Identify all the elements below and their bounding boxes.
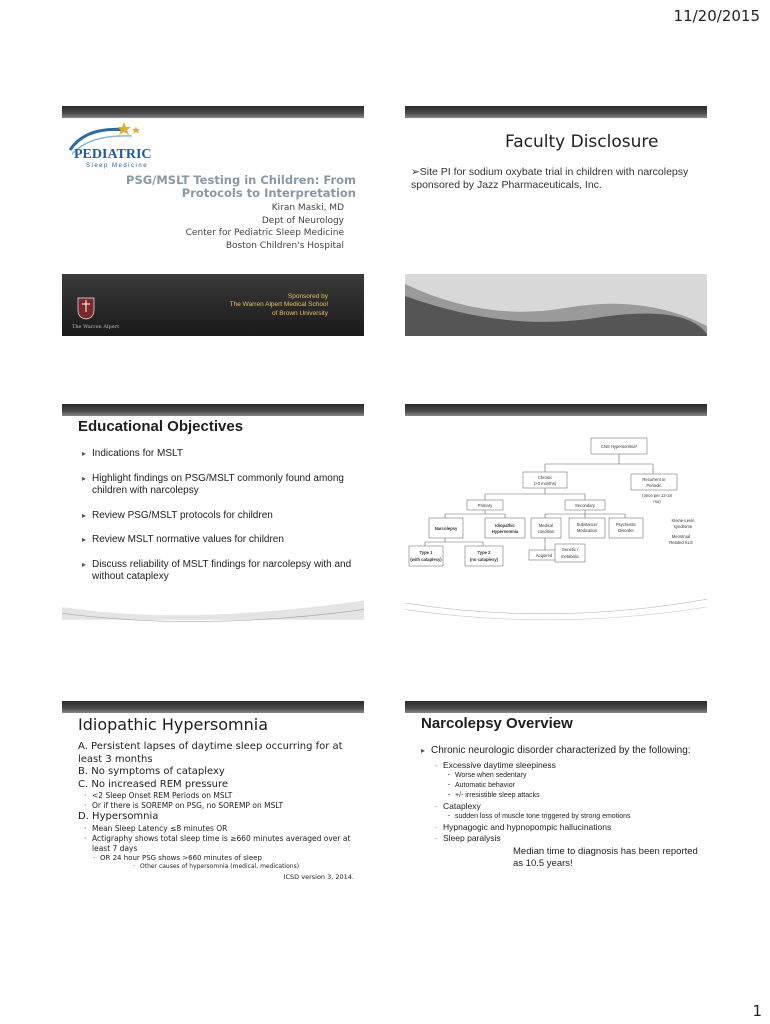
criterion-d-sub: · Mean Sleep Latency ≤8 minutes OR [78,824,358,834]
author-hospital: Boston Children's Hospital [225,240,344,251]
list-item: ▸ Indications for MSLT [82,448,358,461]
node-genetic-label-2: metabolic [561,554,579,559]
slide-hypersomnia-diagram[interactable] [405,404,707,634]
overview-block [421,745,703,870]
node-menstrual-label-2: Related KLS [669,540,693,545]
node-type2 [465,546,503,566]
node-medical-label-2: condition [537,529,555,534]
node-medical [531,518,561,538]
page-date: 11/20/2015 [673,7,760,25]
objectives-list [82,448,358,596]
node-substance-label: Substance/ [576,522,598,527]
node-primary-label: Primary [477,503,493,508]
node-idiopathic-label-2: Hypersomnia [491,529,519,534]
symptom-detail: · Automatic behavior [421,781,703,791]
node-type2-label: Type 2 [477,550,491,555]
criterion-c-sub: · Or if there is SOREMP on PSG, no SOREMP on MSLT [78,801,358,811]
list-item: ▸ Review MSLT normative values for children [82,534,358,547]
node-idiopathic-label: Idiopathic [495,523,515,528]
node-narcolepsy-label: Narcolepsy [434,526,458,531]
slide-title: Narcolepsy Overview [421,715,573,732]
slide-narcolepsy-overview[interactable] [405,701,707,931]
criterion-a: A. Persistent lapses of daytime sleep occurring for at least 3 months [78,741,343,765]
node-recurrent-label: Recurrent or [642,477,666,482]
slide-faculty-disclosure[interactable] [405,106,707,336]
node-kleine-label: Kleine-Levin [671,518,695,523]
author-block [186,202,344,252]
title-line-1: PSG/MSLT Testing in Children: From [126,173,356,187]
citation: ICSD version 3, 2014. [283,873,354,881]
list-item: ▸ Discuss reliability of MSLT findings for narcolepsy with and without cataplexy [82,559,358,584]
brown-crest-icon [76,296,96,320]
node-chronic-label: Chronic [537,475,553,480]
node-genetic-label: Genetic / [561,547,579,552]
node-menstrual-label: Menstrual [671,534,691,539]
criterion-d-subsub: · OR 24 hour PSG shows >660 minutes of sleep [78,854,358,864]
criterion-c-sub: · <2 Sleep Onset REM Periods on MSLT [78,791,358,801]
node-psychiatric-label: Psychiatric [615,522,637,527]
criterion-b: B. No symptoms of cataplexy [78,766,225,777]
node-medical-label: Medical [538,523,554,528]
node-recurrent-sub-2: mo) [653,499,661,504]
sponsor-line-3: of Brown University [272,309,328,317]
node-type1-sub: (with cataplexy) [410,557,442,562]
list-item: ▸ Review PSG/MSLT protocols for children [82,510,358,523]
symptom-cataplexy: - Cataplexy [421,801,703,812]
node-type1-label: Type 1 [419,550,433,555]
symptom-detail: · sudden loss of muscle tone triggered by strong emotions [421,812,703,822]
node-root-label: CNS Hypersomnia* [600,444,638,449]
criterion-d-sub: · Actigraphy shows total sleep time is ≥660 minutes averaged over at least 7 days [78,834,358,854]
slide-footer-band [62,274,364,336]
node-type2-sub: (no cataplexy) [469,557,499,562]
criterion-d-note: · Other causes of hypersomnia (medical, medications) [78,863,358,871]
node-type1 [409,546,443,566]
slide-title: Faculty Disclosure [505,132,659,152]
node-recurrent-sub: (once per 12-18 [642,493,672,498]
author-name: Kiran Maski, MD [271,203,344,213]
author-dept: Dept of Neurology [261,215,344,226]
pediatric-sleep-logo [66,120,176,170]
slide-top-bar [62,404,364,416]
symptom-hallucinations: - Hypnagogic and hypnopompic hallucinations [421,822,703,833]
slide-top-bar [62,106,364,118]
sponsor-line-1: Sponsored by [287,292,328,300]
node-psychiatric-label-2: Disorder [618,528,634,533]
symptom-eds: - Excessive daytime sleepiness [421,760,703,771]
disclosure-text: ➢Site PI for sodium oxybate trial in children with narcolepsy sponsored by Jazz Pharmaceuticals, Inc. [411,166,689,191]
node-chronic-sub: (>3 months) [533,481,557,486]
author-center: Center for Pediatric Sleep Medicine [185,228,344,238]
node-substance-label-2: Medication [576,528,598,533]
decorative-wave [405,274,707,336]
page-number: 1 [752,1002,762,1020]
list-item: ▸ Highlight findings on PSG/MSLT commonly found among children with narcolepsy [82,473,358,498]
criterion-c: C. No increased REM pressure [78,778,229,790]
brown-label: The Warren Alpert [72,324,120,330]
symptom-detail: · Worse when sedentary [421,771,703,781]
criteria-block [78,741,358,881]
slide-idiopathic-hypersomnia[interactable] [62,701,364,931]
node-secondary-label: Secondary [574,503,596,508]
logo-sub-text: Sleep Medicine [86,163,149,169]
node-recurrent-label-2: Periodic [646,483,662,488]
decorative-wave [62,594,364,634]
symptom-detail: · +/- irresistible sleep attacks [421,791,703,801]
slide-top-bar [405,701,707,713]
diagnosis-note: Median time to diagnosis has been reported as 10.5 years! [513,845,698,869]
slide-title: Idiopathic Hypersomnia [78,715,268,734]
slide-title-slide[interactable] [62,106,364,336]
slide-educational-objectives[interactable] [62,404,364,634]
logo-main-text: PEDIATRIC [74,147,152,162]
symptom-paralysis: - Sleep paralysis [421,833,703,844]
sponsor-text [230,293,328,319]
presentation-title [116,174,356,200]
title-line-2: Protocols to Interpretation [181,186,356,200]
criterion-d: D. Hypersomnia [78,811,159,822]
slide-title: Educational Objectives [78,418,244,435]
node-acquired-label: Acquired [535,553,553,558]
node-idiopathic [485,518,525,538]
overview-main: ▸ Chronic neurologic disorder characterized by the following: [421,745,703,758]
node-kleine-label-2: syndrome [673,524,693,529]
decorative-wave [405,594,707,634]
slide-top-bar [405,106,707,118]
sponsor-line-2: The Warren Alpert Medical School [229,301,328,308]
slide-top-bar [62,701,364,713]
